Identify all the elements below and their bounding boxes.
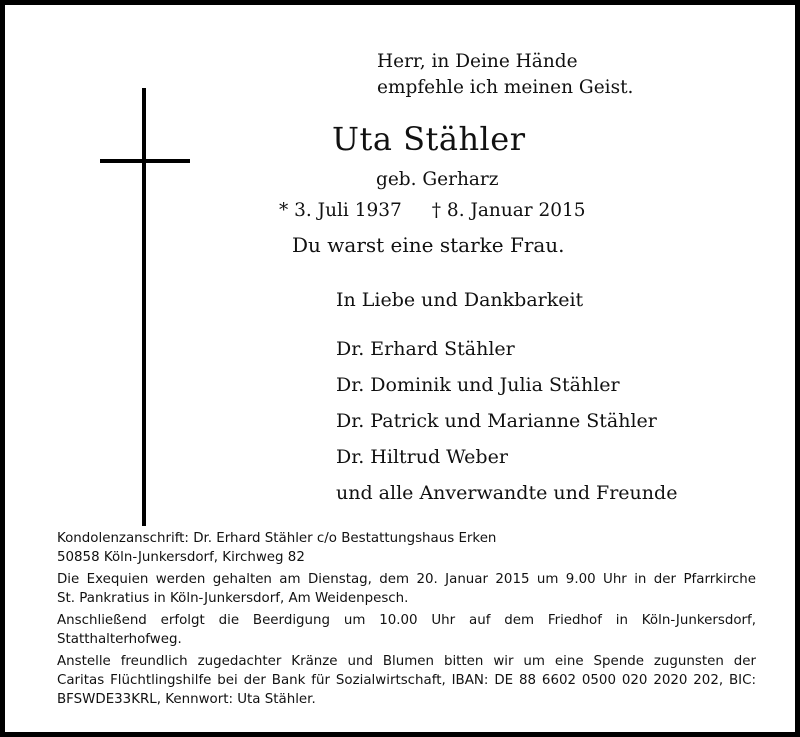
donation-line: BFSWDE33KRL, Kennwort: Uta Stähler. bbox=[57, 692, 316, 707]
burial-line: Anschließend erfolgt die Beerdigung um 10.00 Uhr auf dem Friedhof in Köln-Junkersdorf, bbox=[57, 613, 756, 628]
deceased-name: Uta Stähler bbox=[332, 120, 526, 158]
tagline: Du warst eine starke Frau. bbox=[292, 233, 565, 257]
mourner-item: Dr. Erhard Stähler bbox=[336, 338, 515, 360]
birth-date: * 3. Juli 1937 bbox=[279, 200, 402, 221]
verse-line-2: empfehle ich meinen Geist. bbox=[377, 77, 634, 98]
life-dates bbox=[279, 200, 586, 221]
donation-line: Caritas Flüchtlingshilfe bei der Bank für Sozialwirtschaft, IBAN: DE 88 6602 0500 020 2020 202, BIC: bbox=[57, 673, 756, 688]
burial-notice bbox=[57, 611, 756, 649]
cross-icon bbox=[142, 88, 146, 526]
info-block bbox=[57, 529, 756, 712]
mourner-item: Dr. Hiltrud Weber bbox=[336, 446, 508, 468]
exequies-line: Die Exequien werden gehalten am Dienstag, dem 20. Januar 2015 um 9.00 Uhr in der Pfarrkirche bbox=[57, 572, 756, 587]
donation-line: Anstelle freundlich zugedachter Kränze und Blumen bitten wir um eine Spende zugunsten der bbox=[57, 654, 756, 669]
condolence-line: 50858 Köln-Junkersdorf, Kirchweg 82 bbox=[57, 550, 305, 565]
mourner-item: und alle Anverwandte und Freunde bbox=[336, 482, 678, 504]
exequies-line: St. Pankratius in Köln-Junkersdorf, Am Weidenpesch. bbox=[57, 591, 409, 606]
mourner-item: Dr. Dominik und Julia Stähler bbox=[336, 374, 620, 396]
verse-line-1: Herr, in Deine Hände bbox=[377, 51, 578, 72]
gratitude-line: In Liebe und Dankbarkeit bbox=[336, 289, 584, 311]
death-date: † 8. Januar 2015 bbox=[431, 200, 586, 221]
cross-icon-crossbar bbox=[100, 159, 190, 163]
mourners-list bbox=[336, 336, 677, 516]
condolence-address bbox=[57, 529, 756, 567]
maiden-name: geb. Gerharz bbox=[376, 169, 499, 190]
burial-line: Statthalterhofweg. bbox=[57, 632, 182, 647]
exequies-notice bbox=[57, 570, 756, 608]
donation-notice bbox=[57, 652, 756, 709]
condolence-line: Kondolenzanschrift: Dr. Erhard Stähler c/o Bestattungshaus Erken bbox=[57, 531, 497, 546]
bible-verse bbox=[377, 49, 633, 101]
mourner-item: Dr. Patrick und Marianne Stähler bbox=[336, 410, 657, 432]
